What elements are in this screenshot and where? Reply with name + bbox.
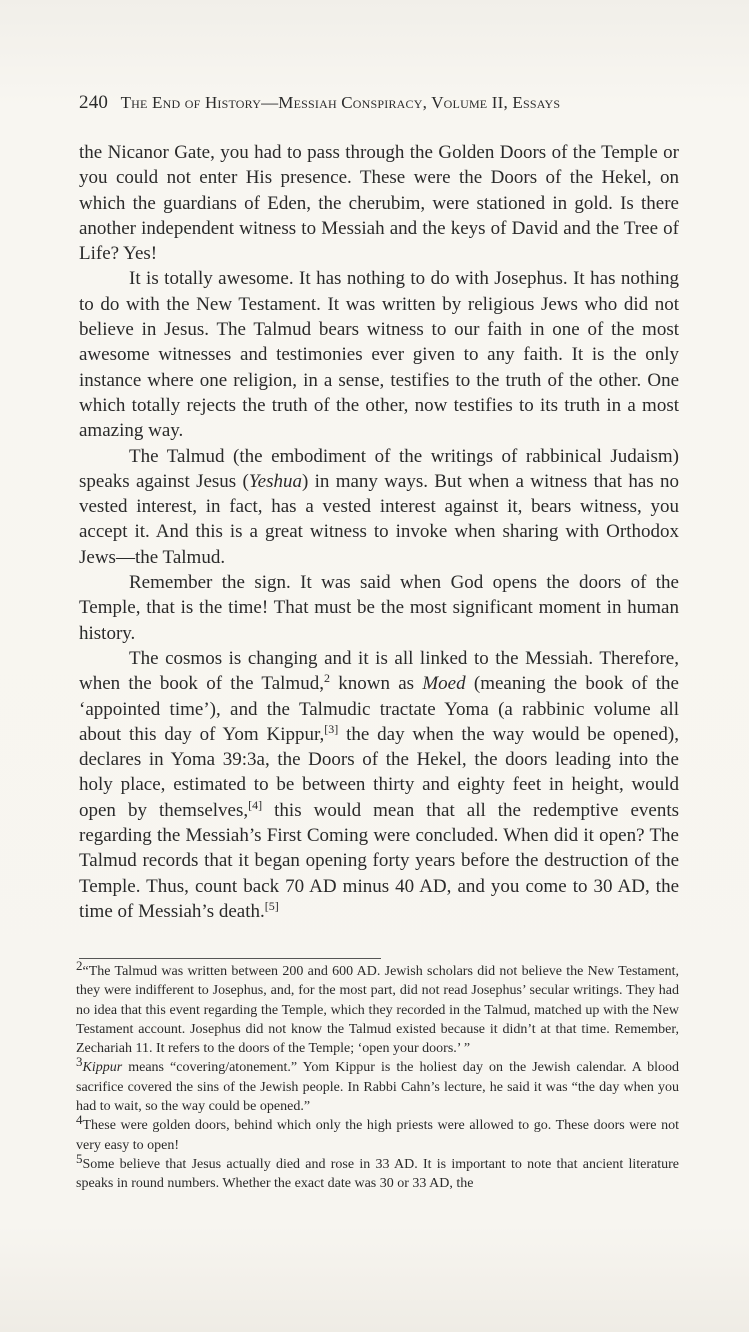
body-text [79,140,679,924]
footnote-4 [76,1112,679,1155]
footnote-2-text: “The Talmud was written between 200 and 600 AD. Jewish scholars did not believe the New Testament, they were indifferent to Josephus, and, for the most part, did not read Josephus’ secular writings. They had no idea that this event regarding the Temple, which they recorded in the Talmud, matched up with the New Testament account. Josephus did not know the Talmud existed because it didn’t at that time. Remember, Zechariah 11. It refers to the doors of the Temple; ‘open your doors.’ ” [76,964,679,1057]
paragraph-5-text-d: the day when the way would be opened), declares in Yoma 39:3a, the Doors of the Hekel, the doors leading into the holy place, estimated to be between thirty and eighty feet in height, would open by themselves, [79,723,679,821]
paragraph-3 [79,444,679,570]
paragraph-3-italic: Yeshua [248,470,302,492]
paragraph-3-text-a: The Talmud (the embodiment of the writings of rabbinical Judaism) speaks against Jesus ( [79,445,679,492]
footnote-4-text: These were golden doors, behind which only the high priests were allowed to go. These doors were not very easy to open! [76,1118,679,1153]
footnote-5-text: Some believe that Jesus actually died and rose in 33 AD. It is important to note that ancient literature speaks in round numbers. Whether the exact date was 30 or 33 AD, the [76,1156,679,1192]
footnote-3 [76,1054,679,1116]
page-number: 240 [79,92,109,113]
footnote-ref-3: [3] [324,721,339,736]
footnote-4-mark: 4 [76,1112,83,1128]
running-title: The End of History—Messiah Conspiracy, Volume II, Essays [120,93,561,112]
footnote-ref-4: [4] [248,797,263,812]
paragraph-5 [79,646,679,924]
paragraph-5-text-b: known as [329,673,423,695]
footnote-3-mark: 3 [76,1054,83,1070]
footnote-2-mark: 2 [76,958,83,973]
paragraph-5-text-e: this would mean that all the redemptive events regarding the Messiah’s First Coming were concluded. When did it open? The Talmud records that it began opening forty years before the destruction of the Temple. Thus, count back 70 AD minus 40 AD, and you come to 30 AD, the time of Messiah’s death. [79,799,680,922]
footnote-5 [76,1150,679,1194]
paragraph-3-text-b: ) in many ways. But when a witness that has no vested interest, in fact, has a vested interest against it, bears witness, you accept it. And this is a great witness to invoke when sharing with Orthodox Jews—the Talmud. [79,470,679,568]
paragraph-5-text-c: (meaning the book of the ‘appointed time’), and the Talmudic tractate Yoma (a rabbinic volume all about this day of Yom Kippur, [79,673,679,745]
footnote-ref-2: 2 [323,671,330,686]
footnote-3-text: means “covering/atonement.” Yom Kippur is the holiest day on the Jewish calendar. A blood sacrifice covered the sins of the Jewish people. In Rabbi Cahn’s lecture, he said it was “the day when you had to wait, so the way could be opened.” [76,1060,679,1115]
footnote-divider [79,958,381,959]
paragraph-5-text-a: The cosmos is changing and it is all linked to the Messiah. Therefore, when the book of the Talmud, [79,647,679,695]
paragraph-4: Remember the sign. It was said when God opens the doors of the Temple, that is the time! That must be the most significant moment in human history. [79,572,679,644]
footnote-3-italic: Kippur [82,1060,123,1076]
footnote-ref-5: [5] [264,898,279,913]
footnote-2 [76,958,679,1058]
paragraph-2: It is totally awesome. It has nothing to do with Josephus. It has nothing to do with the New Testament. It was written by religious Jews who did not believe in Jesus. The Talmud bears witness to our faith in one of the most awesome witnesses and testimonies ever given to any faith. It is the only instance where one religion, in a sense, testifies to the truth of the other. One which totally rejects the truth of the other, now testifies to its truth in a most amazing way. [79,268,679,442]
footnote-5-mark: 5 [76,1150,83,1166]
paragraph-5-italic: Moed [422,673,466,695]
paragraph-1: the Nicanor Gate, you had to pass through the Golden Doors of the Temple or you could not enter His presence. These were the Doors of the Hekel, on which the guardians of Eden, the cherubim, were stationed in gold. Is there another independent witness to Messiah and the keys of David and the Tree of Life? Yes! [79,142,679,265]
running-header [79,92,679,114]
footnotes [76,958,679,1194]
